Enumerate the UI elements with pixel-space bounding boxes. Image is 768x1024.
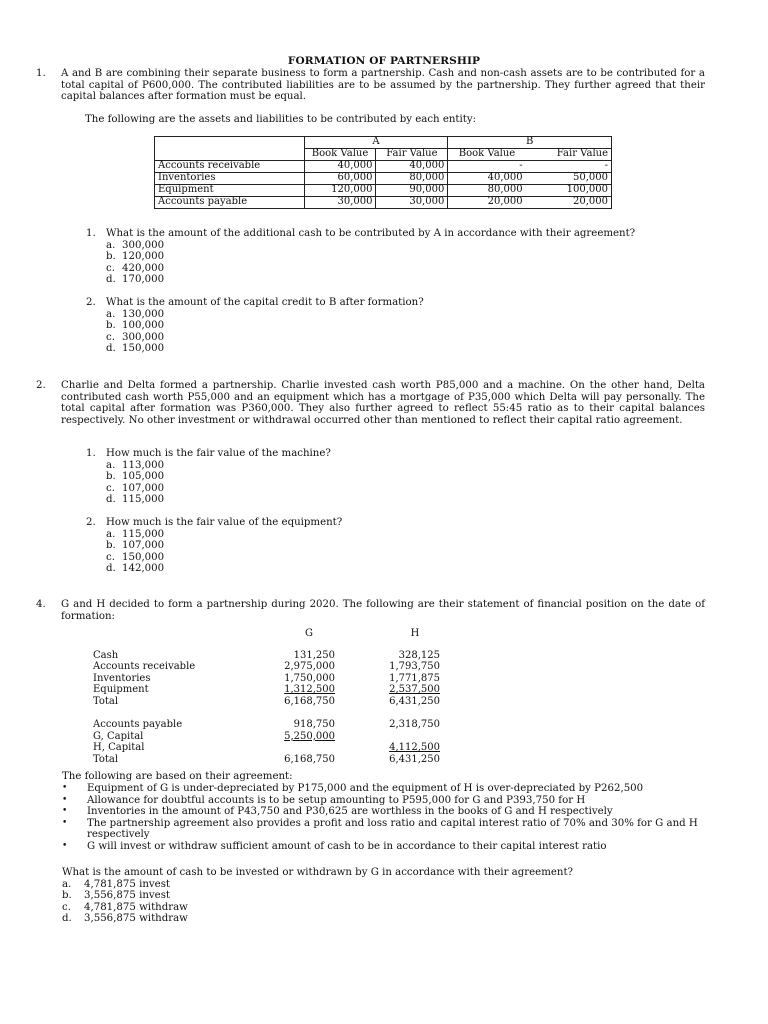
option-value: 150,000 [122,343,165,355]
option-d[interactable] [106,274,706,286]
value-g: 6,168,750 [284,695,335,707]
option-letter: d. [106,274,116,286]
question-number: 2. [86,517,96,528]
row-label: Accounts receivable [93,661,196,672]
problem-text: A and B are combining their separate business to form a partnership. Cash and non-cash assets are to be contributed for a total capital of P600,000. The contributed liabilities are to be assumed by the partnership. They further agreed that their capital balances after formation must be equal. [61,68,705,103]
option-value: 115,000 [122,528,165,540]
option-letter: c. [62,901,71,913]
cell-value: 80,000 [376,173,448,185]
list-item: • Allowance for doubtful accounts is to be setup amounting to P595,000 for G and P393,750 for H [62,794,586,806]
option-c[interactable] [106,332,706,344]
row-label: G, Capital [93,730,144,742]
question-text: What is the amount of cash to be invested or withdrawn by G in accordance with their agreement? [62,867,574,878]
problem-1 [36,68,705,103]
option-d[interactable] [106,563,706,575]
cell-value: 20,000 [448,197,526,209]
option-letter: c. [106,482,115,494]
problem-1-question-1 [86,228,706,286]
row-label: Cash [93,649,119,661]
value-g: 131,250 [293,649,335,661]
row-label: Accounts payable [155,197,305,209]
question-text: What is the amount of the capital credit to B after formation? [106,297,424,308]
cell-value: 30,000 [304,197,376,209]
option-c[interactable] [106,483,706,495]
value-h: 4,112,500 [389,742,440,753]
option-letter: b. [106,251,116,263]
option-d[interactable] [106,494,706,506]
option-b[interactable] [62,890,707,902]
row-label: Total [93,695,119,707]
option-value: 107,000 [122,482,165,494]
option-a[interactable] [62,879,707,891]
question-text: How much is the fair value of the machine? [106,448,331,459]
problem-text: Charlie and Delta formed a partnership. Charlie invested cash worth P85,000 and a machine. On the other hand, Delta contributed cash worth P55,000 and an equipment which has a mortgage of P35,000 which Delta will pay personally. The total capital after formation was P360,000. They also further agreed to reflect 55:45 ratio as to their capital balances respectively. No other investment or withdrawal occurred other than mentioned to reflect their capital ratio agreement. [61,380,705,426]
list-item: • Inventories in the amount of P43,750 and P30,625 are worthless in the books of G and H respectively [62,806,613,818]
row-label: Accounts payable [93,719,183,730]
statement-row [93,731,440,743]
cell-value: 80,000 [448,185,526,197]
option-b[interactable] [106,251,706,263]
option-d[interactable] [62,913,707,925]
problem-number: 1. [36,68,46,79]
question-number: 1. [86,448,96,459]
statement-row [93,650,440,662]
option-value: 142,000 [122,563,165,575]
question-text: What is the amount of the additional cash to be contributed by A in accordance with their agreement? [106,228,636,239]
question-text: How much is the fair value of the equipment? [106,517,343,528]
option-value: 107,000 [122,540,165,552]
row-label: Total [93,753,119,765]
option-b[interactable] [106,471,706,483]
option-letter: c. [106,262,115,274]
agreement-list [62,783,707,853]
question-number: 1. [86,228,96,239]
options-list [106,460,706,506]
blank-header-cell [155,137,305,161]
table-row [155,185,612,197]
option-value: 4,781,875 withdraw [84,901,188,913]
group-header-row [155,137,612,149]
option-a[interactable] [106,529,706,541]
problem-text: G and H decided to form a partnership during 2020. The following are their statement of financial position on the date of formation: [61,599,705,622]
option-letter: d. [62,913,72,925]
option-b[interactable] [106,320,706,332]
value-g: 1,312,500 [284,684,335,695]
cell-value: 90,000 [376,185,448,197]
option-value: 130,000 [122,308,165,320]
option-c[interactable] [62,902,707,914]
value-g: 1,750,000 [284,672,335,684]
problem-2-question-1 [86,448,706,506]
cell-value: - [526,161,612,173]
bullet-icon: • [62,794,68,805]
bullet-icon: • [62,783,68,793]
option-value: 120,000 [122,251,165,263]
problem-4 [36,599,705,622]
option-d[interactable] [106,343,706,355]
header-a-book-value: Book Value [304,149,376,161]
option-value: 420,000 [122,262,165,274]
row-label: Inventories [93,672,151,684]
group-header-b: B [448,137,612,149]
option-letter: b. [106,471,116,483]
cell-value: 40,000 [304,161,376,173]
value-h [335,731,440,743]
option-letter: b. [62,890,72,902]
option-a[interactable] [106,309,706,321]
column-header-g: G [305,628,313,639]
contribution-table [154,136,612,209]
cell-value: 50,000 [526,173,612,185]
option-letter: b. [106,320,116,332]
row-label: Equipment [93,684,149,695]
option-letter: b. [106,540,116,552]
option-letter: c. [106,331,115,343]
row-label: Accounts receivable [155,161,305,173]
problem-number: 4. [36,599,46,610]
cell-value: 40,000 [376,161,448,173]
problem-2 [36,380,705,426]
option-letter: a. [106,528,116,540]
bullet-icon: • [62,817,68,828]
header-b-book-value: Book Value [448,149,526,161]
value-h: 1,793,750 [389,661,440,672]
option-value: 115,000 [122,494,165,506]
options-list [62,879,707,925]
option-letter: c. [106,551,115,563]
statement-row [93,719,440,731]
value-h: 328,125 [398,649,440,661]
statement-row [93,661,440,673]
option-c[interactable] [106,263,706,275]
problem-1-question-2 [86,297,706,355]
group-header-a: A [304,137,448,149]
value-g [253,742,335,754]
problem-number: 2. [36,380,46,391]
cell-value: 40,000 [448,173,526,185]
page-title: FORMATION OF PARTNERSHIP [287,55,481,67]
option-b[interactable] [106,540,706,552]
option-value: 300,000 [122,239,165,251]
cell-value: 60,000 [304,173,376,185]
statement-total-row [93,754,440,766]
value-h: 2,537,500 [389,684,440,695]
option-a[interactable] [106,460,706,472]
option-value: 113,000 [122,459,165,471]
statement-row [93,673,440,685]
list-item: • G will invest or withdraw sufficient amount of cash to be in accordance to their capital interest ratio [62,840,607,852]
option-letter: d. [106,343,116,355]
table-row [155,173,612,185]
problem-1-intro: The following are the assets and liabilities to be contributed by each entity: [85,114,477,125]
option-value: 3,556,875 withdraw [84,913,188,925]
value-h: 6,431,250 [389,753,440,765]
options-list [106,529,706,575]
row-label: Equipment [155,185,305,197]
option-letter: a. [106,459,116,471]
value-h: 2,318,750 [389,719,440,730]
value-g: 918,750 [293,719,335,730]
problem-2-question-2 [86,517,706,575]
statement-row [93,684,440,696]
option-letter: d. [106,494,116,506]
row-label: H, Capital [93,742,145,753]
cell-value: 30,000 [376,197,448,209]
options-list [106,240,706,286]
value-h: 1,771,875 [389,672,440,684]
agreement-intro: The following are based on their agreement: [62,771,293,782]
statement-row [93,742,440,754]
header-a-fair-value: Fair Value [376,149,448,161]
question-number: 2. [86,297,96,308]
financial-position-statement [93,628,440,765]
option-value: 150,000 [122,551,165,563]
statement-total-row [93,696,440,708]
bullet-icon: • [62,806,68,817]
option-letter: a. [62,878,72,890]
option-letter: a. [106,239,116,251]
table-row [155,161,612,173]
list-item: • Equipment of G is under-depreciated by P175,000 and the equipment of H is over-depreciated by P262,500 [62,783,644,794]
bullet-icon: • [62,840,68,851]
value-g: 6,168,750 [284,753,335,765]
header-b-fair-value: Fair Value [526,149,612,161]
value-g: 5,250,000 [284,730,335,742]
value-g: 2,975,000 [284,661,335,672]
value-h: 6,431,250 [389,695,440,707]
cell-value: 20,000 [526,197,612,209]
option-c[interactable] [106,552,706,564]
option-value: 300,000 [122,331,165,343]
cell-value: 120,000 [304,185,376,197]
option-value: 170,000 [122,274,165,286]
option-value: 4,781,875 invest [84,878,171,890]
option-value: 100,000 [122,320,165,332]
option-value: 3,556,875 invest [84,890,171,902]
options-list [106,309,706,355]
option-a[interactable] [106,240,706,252]
column-header-h: H [410,628,420,639]
list-item: • The partnership agreement also provides a profit and loss ratio and capital interest ratio of 70% and 30% for G and H respectively [62,817,698,841]
problem-4-question [62,867,707,925]
row-label: Inventories [155,173,305,185]
cell-value: 100,000 [526,185,612,197]
table-row [155,197,612,209]
option-letter: a. [106,308,116,320]
cell-value: - [448,161,526,173]
option-value: 105,000 [122,471,165,483]
column-header-row [93,628,440,640]
option-letter: d. [106,563,116,575]
